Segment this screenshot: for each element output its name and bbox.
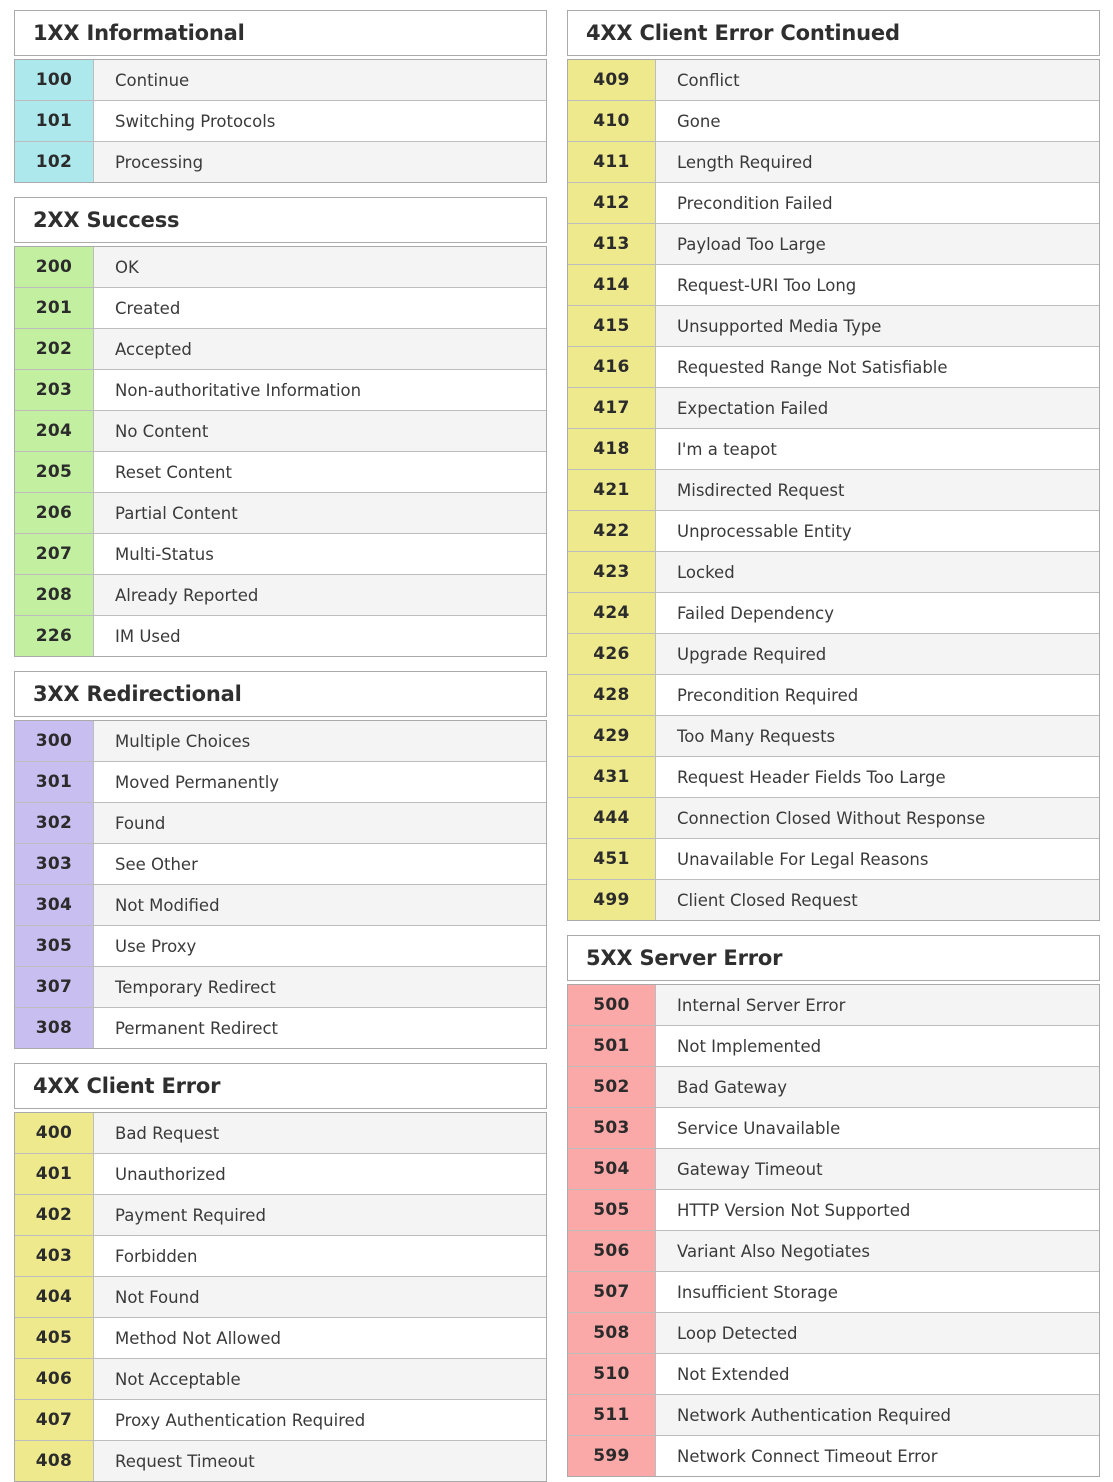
status-description-cell: Failed Dependency <box>656 593 1099 633</box>
status-code-cell: 411 <box>568 142 656 182</box>
table-row <box>568 798 1099 839</box>
status-table-client-error <box>14 1112 547 1482</box>
status-description-cell: Misdirected Request <box>656 470 1099 510</box>
table-row <box>568 1313 1099 1354</box>
status-code-cell: 205 <box>15 452 94 492</box>
status-description-cell: Too Many Requests <box>656 716 1099 756</box>
section-title: 4XX Client Error Continued <box>586 21 900 45</box>
table-row <box>15 1195 546 1236</box>
table-row <box>568 985 1099 1026</box>
status-description-cell: Processing <box>94 142 546 182</box>
status-description-cell: HTTP Version Not Supported <box>656 1190 1099 1230</box>
status-code-cell: 422 <box>568 511 656 551</box>
table-row <box>568 552 1099 593</box>
table-row <box>568 470 1099 511</box>
status-description-cell: Created <box>94 288 546 328</box>
status-description-cell: Request Header Fields Too Large <box>656 757 1099 797</box>
table-row <box>15 1154 546 1195</box>
status-description-cell: Accepted <box>94 329 546 369</box>
status-code-cell: 408 <box>15 1441 94 1481</box>
status-description-cell: Forbidden <box>94 1236 546 1276</box>
status-code-cell: 412 <box>568 183 656 223</box>
status-description-cell: Not Implemented <box>656 1026 1099 1066</box>
table-row <box>15 288 546 329</box>
table-row <box>15 247 546 288</box>
status-code-cell: 504 <box>568 1149 656 1189</box>
status-description-cell: Network Authentication Required <box>656 1395 1099 1435</box>
status-description-cell: Reset Content <box>94 452 546 492</box>
status-code-cell: 305 <box>15 926 94 966</box>
status-code-cell: 413 <box>568 224 656 264</box>
status-code-cell: 409 <box>568 60 656 100</box>
status-code-cell: 201 <box>15 288 94 328</box>
status-code-cell: 501 <box>568 1026 656 1066</box>
status-description-cell: Service Unavailable <box>656 1108 1099 1148</box>
status-table-client-error-continued <box>567 59 1100 921</box>
status-description-cell: Request-URI Too Long <box>656 265 1099 305</box>
status-code-cell: 101 <box>15 101 94 141</box>
status-code-cell: 444 <box>568 798 656 838</box>
table-row <box>15 60 546 101</box>
status-table-redirectional <box>14 720 547 1049</box>
status-description-cell: Conflict <box>656 60 1099 100</box>
table-row <box>15 1359 546 1400</box>
status-description-cell: Partial Content <box>94 493 546 533</box>
table-row <box>568 634 1099 675</box>
table-row <box>568 1026 1099 1067</box>
table-row <box>568 429 1099 470</box>
status-code-cell: 503 <box>568 1108 656 1148</box>
status-code-cell: 418 <box>568 429 656 469</box>
table-row <box>15 329 546 370</box>
table-row <box>568 1190 1099 1231</box>
status-code-cell: 423 <box>568 552 656 592</box>
table-row <box>568 716 1099 757</box>
status-description-cell: Variant Also Negotiates <box>656 1231 1099 1271</box>
status-description-cell: Permanent Redirect <box>94 1008 546 1048</box>
table-row <box>568 60 1099 101</box>
status-code-cell: 203 <box>15 370 94 410</box>
status-description-cell: Connection Closed Without Response <box>656 798 1099 838</box>
section-title: 2XX Success <box>33 208 180 232</box>
status-table-informational <box>14 59 547 183</box>
status-code-cell: 599 <box>568 1436 656 1476</box>
table-row <box>15 1277 546 1318</box>
status-description-cell: Request Timeout <box>94 1441 546 1481</box>
table-row <box>568 265 1099 306</box>
status-code-cell: 406 <box>15 1359 94 1399</box>
table-row <box>15 1318 546 1359</box>
table-row <box>568 1436 1099 1476</box>
table-row <box>568 593 1099 634</box>
section-header-client-error <box>14 1063 547 1109</box>
status-description-cell: Unavailable For Legal Reasons <box>656 839 1099 879</box>
status-description-cell: Network Connect Timeout Error <box>656 1436 1099 1476</box>
status-code-cell: 417 <box>568 388 656 428</box>
status-description-cell: Internal Server Error <box>656 985 1099 1025</box>
status-description-cell: Use Proxy <box>94 926 546 966</box>
status-code-cell: 303 <box>15 844 94 884</box>
table-row <box>568 347 1099 388</box>
status-code-cell: 510 <box>568 1354 656 1394</box>
status-code-cell: 511 <box>568 1395 656 1435</box>
table-row <box>15 967 546 1008</box>
status-description-cell: Not Extended <box>656 1354 1099 1394</box>
status-code-cell: 407 <box>15 1400 94 1440</box>
status-code-cell: 102 <box>15 142 94 182</box>
status-description-cell: Continue <box>94 60 546 100</box>
status-code-cell: 499 <box>568 880 656 920</box>
status-code-cell: 302 <box>15 803 94 843</box>
status-code-cell: 301 <box>15 762 94 802</box>
status-code-cell: 208 <box>15 575 94 615</box>
status-description-cell: Payload Too Large <box>656 224 1099 264</box>
status-description-cell: Moved Permanently <box>94 762 546 802</box>
table-row <box>568 101 1099 142</box>
status-table-success <box>14 246 547 657</box>
status-code-cell: 416 <box>568 347 656 387</box>
table-row <box>15 1008 546 1048</box>
table-row <box>568 224 1099 265</box>
table-row <box>15 721 546 762</box>
status-description-cell: Multiple Choices <box>94 721 546 761</box>
status-code-cell: 410 <box>568 101 656 141</box>
status-description-cell: Multi-Status <box>94 534 546 574</box>
table-row <box>568 1149 1099 1190</box>
table-row <box>568 1067 1099 1108</box>
status-description-cell: Loop Detected <box>656 1313 1099 1353</box>
status-code-cell: 400 <box>15 1113 94 1153</box>
table-row <box>568 1395 1099 1436</box>
table-row <box>568 1231 1099 1272</box>
status-description-cell: Bad Request <box>94 1113 546 1153</box>
table-row <box>15 885 546 926</box>
status-code-cell: 431 <box>568 757 656 797</box>
status-description-cell: Method Not Allowed <box>94 1318 546 1358</box>
status-code-cell: 226 <box>15 616 94 656</box>
table-row <box>568 306 1099 347</box>
status-description-cell: No Content <box>94 411 546 451</box>
table-row <box>15 926 546 967</box>
right-column <box>567 10 1100 1477</box>
status-section-server-error <box>567 935 1100 1477</box>
section-header-server-error <box>567 935 1100 981</box>
status-code-cell: 304 <box>15 885 94 925</box>
status-code-cell: 500 <box>568 985 656 1025</box>
status-description-cell: Payment Required <box>94 1195 546 1235</box>
table-row <box>15 803 546 844</box>
status-code-cell: 421 <box>568 470 656 510</box>
section-header-redirectional <box>14 671 547 717</box>
table-row <box>15 1441 546 1481</box>
table-row <box>15 534 546 575</box>
table-row <box>15 762 546 803</box>
table-row <box>15 142 546 182</box>
status-description-cell: Insufficient Storage <box>656 1272 1099 1312</box>
status-code-cell: 429 <box>568 716 656 756</box>
status-description-cell: Upgrade Required <box>656 634 1099 674</box>
status-code-cell: 403 <box>15 1236 94 1276</box>
table-row <box>15 452 546 493</box>
table-row <box>15 1400 546 1441</box>
status-description-cell: Expectation Failed <box>656 388 1099 428</box>
table-row <box>568 1354 1099 1395</box>
table-row <box>568 675 1099 716</box>
status-description-cell: Gone <box>656 101 1099 141</box>
status-section-client-error-continued <box>567 10 1100 921</box>
status-description-cell: Not Found <box>94 1277 546 1317</box>
table-row <box>15 844 546 885</box>
table-row <box>568 183 1099 224</box>
status-description-cell: Temporary Redirect <box>94 967 546 1007</box>
section-title: 5XX Server Error <box>586 946 783 970</box>
status-code-cell: 308 <box>15 1008 94 1048</box>
table-row <box>15 1236 546 1277</box>
status-code-cell: 402 <box>15 1195 94 1235</box>
table-row <box>568 388 1099 429</box>
section-title: 1XX Informational <box>33 21 245 45</box>
status-description-cell: OK <box>94 247 546 287</box>
status-description-cell: Requested Range Not Satisfiable <box>656 347 1099 387</box>
status-code-cell: 100 <box>15 60 94 100</box>
status-description-cell: Bad Gateway <box>656 1067 1099 1107</box>
status-code-cell: 307 <box>15 967 94 1007</box>
section-title: 3XX Redirectional <box>33 682 242 706</box>
table-row <box>568 880 1099 920</box>
status-code-cell: 424 <box>568 593 656 633</box>
status-description-cell: Unauthorized <box>94 1154 546 1194</box>
table-row <box>15 411 546 452</box>
table-row <box>568 511 1099 552</box>
status-description-cell: See Other <box>94 844 546 884</box>
status-section-success <box>14 197 547 657</box>
left-column <box>14 10 547 1482</box>
status-code-cell: 200 <box>15 247 94 287</box>
status-description-cell: Precondition Failed <box>656 183 1099 223</box>
table-row <box>15 575 546 616</box>
status-code-cell: 401 <box>15 1154 94 1194</box>
status-code-cell: 505 <box>568 1190 656 1230</box>
status-description-cell: Proxy Authentication Required <box>94 1400 546 1440</box>
table-row <box>15 493 546 534</box>
status-code-cell: 502 <box>568 1067 656 1107</box>
status-description-cell: Precondition Required <box>656 675 1099 715</box>
table-row <box>568 839 1099 880</box>
status-code-cell: 300 <box>15 721 94 761</box>
status-description-cell: IM Used <box>94 616 546 656</box>
status-code-cell: 202 <box>15 329 94 369</box>
status-code-cell: 204 <box>15 411 94 451</box>
status-table-server-error <box>567 984 1100 1477</box>
status-section-informational <box>14 10 547 183</box>
table-row <box>568 757 1099 798</box>
status-description-cell: I'm a teapot <box>656 429 1099 469</box>
status-description-cell: Client Closed Request <box>656 880 1099 920</box>
status-description-cell: Gateway Timeout <box>656 1149 1099 1189</box>
status-description-cell: Not Modified <box>94 885 546 925</box>
status-description-cell: Switching Protocols <box>94 101 546 141</box>
status-code-cell: 426 <box>568 634 656 674</box>
status-code-cell: 451 <box>568 839 656 879</box>
table-row <box>568 1272 1099 1313</box>
status-description-cell: Unprocessable Entity <box>656 511 1099 551</box>
section-header-success <box>14 197 547 243</box>
status-section-redirectional <box>14 671 547 1049</box>
section-header-client-error-continued <box>567 10 1100 56</box>
status-description-cell: Unsupported Media Type <box>656 306 1099 346</box>
table-row <box>15 101 546 142</box>
status-code-cell: 206 <box>15 493 94 533</box>
status-description-cell: Not Acceptable <box>94 1359 546 1399</box>
section-header-informational <box>14 10 547 56</box>
table-row <box>15 616 546 656</box>
section-title: 4XX Client Error <box>33 1074 221 1098</box>
status-description-cell: Non-authoritative Information <box>94 370 546 410</box>
status-description-cell: Locked <box>656 552 1099 592</box>
status-code-cell: 404 <box>15 1277 94 1317</box>
status-code-cell: 414 <box>568 265 656 305</box>
status-code-cell: 428 <box>568 675 656 715</box>
status-code-cell: 507 <box>568 1272 656 1312</box>
table-row <box>568 1108 1099 1149</box>
status-code-cell: 207 <box>15 534 94 574</box>
status-code-cell: 508 <box>568 1313 656 1353</box>
status-description-cell: Already Reported <box>94 575 546 615</box>
status-code-cell: 415 <box>568 306 656 346</box>
status-description-cell: Found <box>94 803 546 843</box>
status-code-cell: 405 <box>15 1318 94 1358</box>
table-row <box>15 1113 546 1154</box>
status-code-cell: 506 <box>568 1231 656 1271</box>
status-section-client-error <box>14 1063 547 1482</box>
table-row <box>15 370 546 411</box>
table-row <box>568 142 1099 183</box>
status-description-cell: Length Required <box>656 142 1099 182</box>
